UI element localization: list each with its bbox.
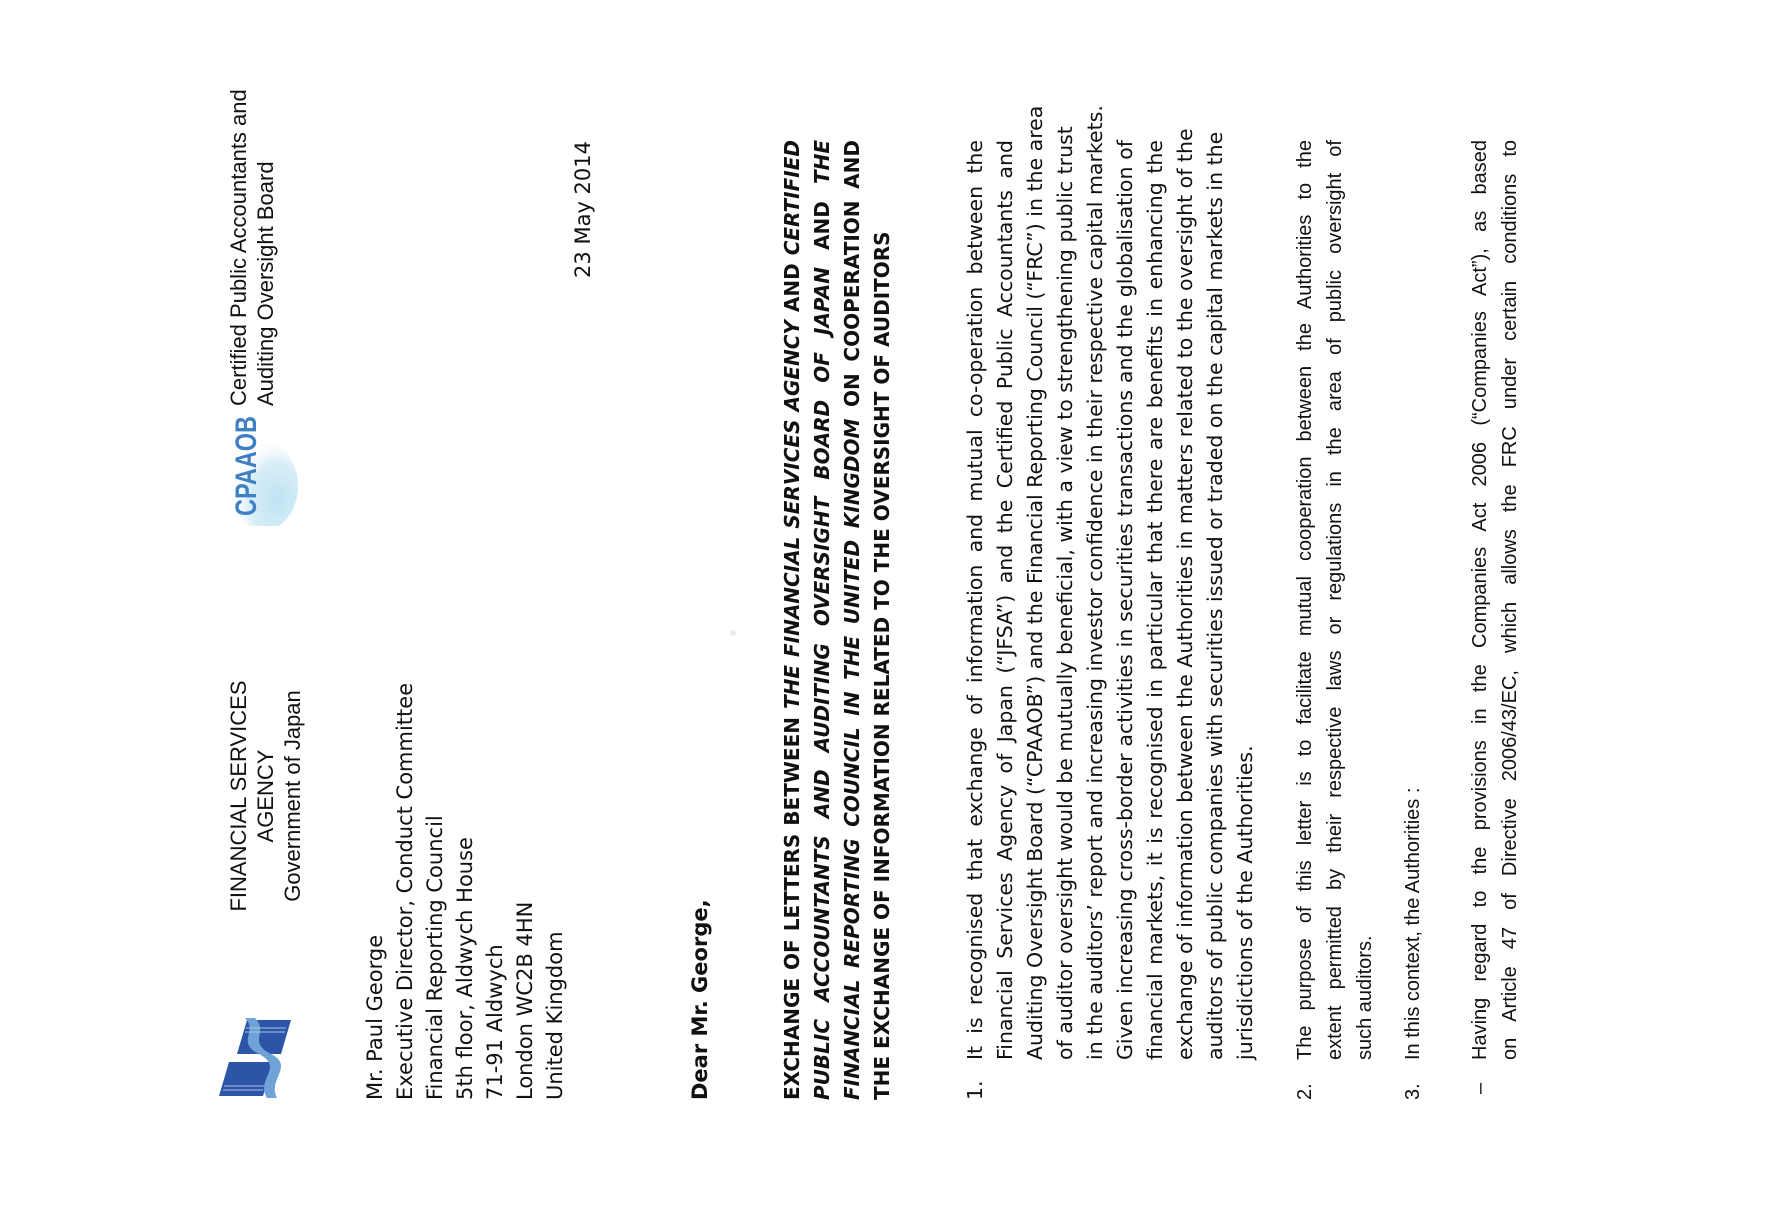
paragraph-line: jurisdictions of the Authorities. [1233,745,1257,1060]
recipient-city-postcode: London WC2B 4HN [513,901,537,1100]
recipient-name: Mr. Paul George [363,934,387,1100]
paragraph-line: The purpose of this letter is to facilitate mutual cooperation between the Authorities to the [1294,140,1316,1060]
paragraph-line: in the auditors’ report and increasing investor confidence in their respective capital markets. [1083,105,1107,1060]
paragraph-number: 3. [1402,1083,1424,1100]
bullet-item [1465,140,1525,1100]
title-segment: AND [780,255,804,321]
paragraph-line: Given increasing cross-border activities in securities transactions and the globalisation of [1113,140,1137,1060]
recipient-address [360,683,570,1100]
paragraph-line: such auditors. [1354,935,1376,1060]
paragraph-number: 1. [963,1080,987,1100]
salutation: Dear Mr. George, [688,899,712,1100]
paragraph-number: 2. [1294,1083,1316,1100]
cpaaob-name-line1: Certified Public Accountants and [226,89,251,406]
paragraph-1 [960,105,1260,1100]
title-segment: EXCHANGE OF LETTERS BETWEEN [780,709,804,1100]
dash-bullet-icon: – [1469,1082,1491,1094]
fsa-subtitle: Government of Japan [280,690,305,902]
title-segment-italic: THE FINANCIAL REPORTING COUNCIL IN THE UNITED KINGDOM [810,139,864,1100]
paragraph-2 [1290,140,1380,1100]
recipient-address-line2: 71-91 Aldwych [483,944,507,1100]
bullet-line: on Article 47 of Directive 2006/43/EC, which allows the FRC under certain conditions to [1499,140,1521,1060]
svg-text:CPAAOB: CPAAOB [230,416,263,516]
letter-title [777,140,897,1100]
paragraph-line: extent permitted by their respective laws or regulations in the area of public oversight of [1324,140,1346,1060]
paragraph-line: Financial Services Agency of Japan (“JFSA”) and the Certified Public Accountants and [993,140,1017,1060]
paragraph-3 [1398,140,1428,1100]
recipient-title: Executive Director, Conduct Committee [393,682,417,1100]
recipient-organization: Financial Reporting Council [423,815,447,1100]
cpaaob-name-block [225,46,279,406]
paragraph-line: In this context, the Authorities : [1402,787,1424,1060]
paragraph-line: It is recognised that exchange of information and mutual co-operation between the [963,140,987,1060]
title-segment: AND [810,184,834,268]
recipient-country: United Kingdom [543,931,567,1100]
scan-speck [730,630,736,636]
fsa-name-block [225,646,306,946]
title-segment-italic: CERTIFIED PUBLIC ACCOUNTANTS AND AUDITING OVERSIGHT BOARD OF JAPAN [780,140,834,1100]
cpaaob-name-line2: Auditing Oversight Board [253,161,278,406]
fsa-name: FINANCIAL SERVICES AGENCY [226,680,278,912]
title-segment-italic: THE FINANCIAL SERVICES AGENCY [780,320,804,710]
letter-date: 23 May 2014 [571,141,595,278]
paragraph-line: Auditing Oversight Board (“CPAAOB”) and the Financial Reporting Council (“FRC”) in the area [1023,105,1047,1060]
paragraph-line: of auditor oversight would be mutually beneficial, with a view to strengthening public trust [1053,126,1077,1060]
paragraph-line: financial markets, it is recognised in particular that there are benefits in enhancing the [1143,140,1167,1060]
recipient-address-line1: 5th floor, Aldwych House [453,837,477,1100]
paragraph-line: auditors of public companies with securities issued or traded on the capital markets in the [1203,131,1227,1060]
fsa-swoosh-logo-icon [215,1018,295,1098]
paragraph-line: exchange of information between the Authorities in matters related to the oversight of the [1173,128,1197,1060]
title-segment: ON COOPERATION AND THE EXCHANGE OF INFORMATION RELATED TO THE OVERSIGHT OF AUDITORS [840,139,894,1100]
bullet-line: Having regard to the provisions in the Companies Act 2006 (“Companies Act”), as based [1469,140,1491,1060]
cpaaob-logo-icon [218,416,298,526]
